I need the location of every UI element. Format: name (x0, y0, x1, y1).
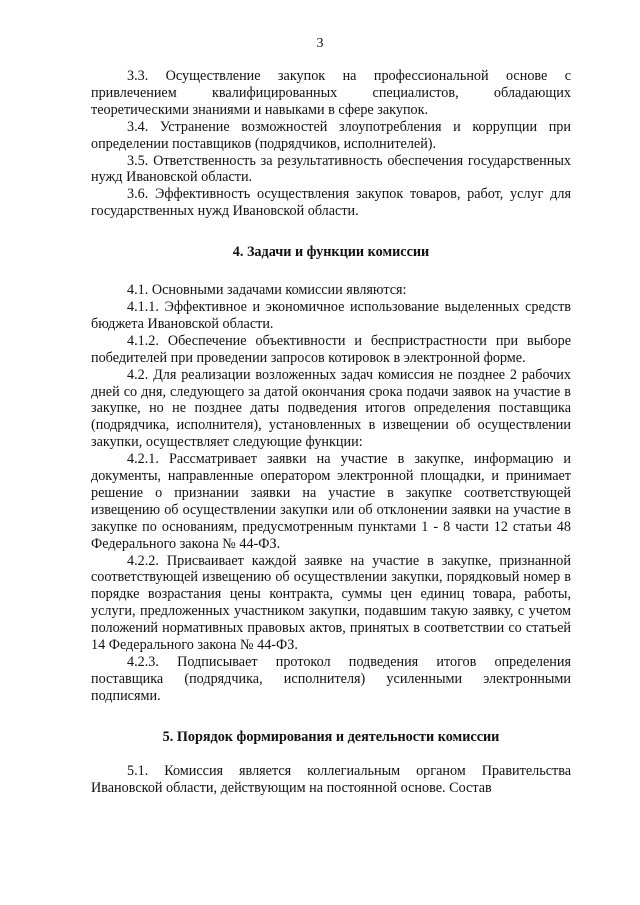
section-5-heading: 5. Порядок формирования и деятельности комиссии (162, 728, 500, 745)
paragraph-3-4: 3.4. Устранение возможностей злоупотребления и коррупции при определении поставщиков (подрядчиков, исполнителей). (91, 118, 571, 152)
paragraph-3-5: 3.5. Ответственность за результативность обеспечения государственных нужд Ивановской области. (91, 152, 571, 186)
paragraph-3-3: 3.3. Осуществление закупок на профессиональной основе с привлечением квалифицированных специалистов, обладающих теоретическими знаниями и навыками в сфере закупок. (91, 68, 571, 118)
paragraph-4-2-3: 4.2.3. Подписывает протокол подведения итогов определения поставщика (подрядчика, исполнителя) усиленными электронными подписями. (91, 654, 571, 704)
paragraph-5-1: 5.1. Комиссия является коллегиальным органом Правительства Ивановской области, действующим на постоянной основе. Состав (91, 762, 571, 796)
paragraph-4-2-2: 4.2.2. Присваивает каждой заявке на участие в закупке, признанной соответствующей извещению об осуществлении закупки, порядковый номер в порядке возрастания цены контракта, суммы цен единиц товара, работы, услуги, предложенных участником закупки, подавшим такую заявку, с учетом положений нормативных правовых актов, принятых в соответствии со статьей 14 Федерального закона № 44-ФЗ. (91, 552, 571, 654)
paragraph-3-6: 3.6. Эффективность осуществления закупок товаров, работ, услуг для государственных нужд Ивановской области. (91, 186, 571, 220)
paragraph-4-2-1: 4.2.1. Рассматривает заявки на участие в закупке, информацию и документы, направленные оператором электронной площадки, и принимает решение о признании заявки на участие в закупке соответствующей извещению об осуществлении закупки или об отклонении заявки на участие в закупке по основаниям, предусмотренным пунктами 1 - 8 части 12 статьи 48 Федерального закона № 44-ФЗ. (91, 451, 571, 552)
page-number: 3 (316, 36, 324, 51)
paragraph-4-2: 4.2. Для реализации возложенных задач комиссия не позднее 2 рабочих дней со дня, следующего за датой окончания срока подачи заявок на участие в закупке, но не позднее даты подведения итогов определения поставщика (подрядчика, исполнителя), установленных в извещении об осуществлении закупки, осуществляет следующие функции: (91, 366, 571, 451)
section-4-heading: 4. Задачи и функции комиссии (232, 244, 430, 261)
paragraph-4-1-2: 4.1.2. Обеспечение объективности и беспристрастности при выборе победителей при проведении запросов котировок в электронной форме. (91, 332, 571, 366)
document-body (91, 68, 571, 796)
paragraph-4-1-1: 4.1.1. Эффективное и экономичное использование выделенных средств бюджета Ивановской области. (91, 298, 571, 332)
paragraph-4-1: 4.1. Основными задачами комиссии являются: (127, 282, 407, 299)
